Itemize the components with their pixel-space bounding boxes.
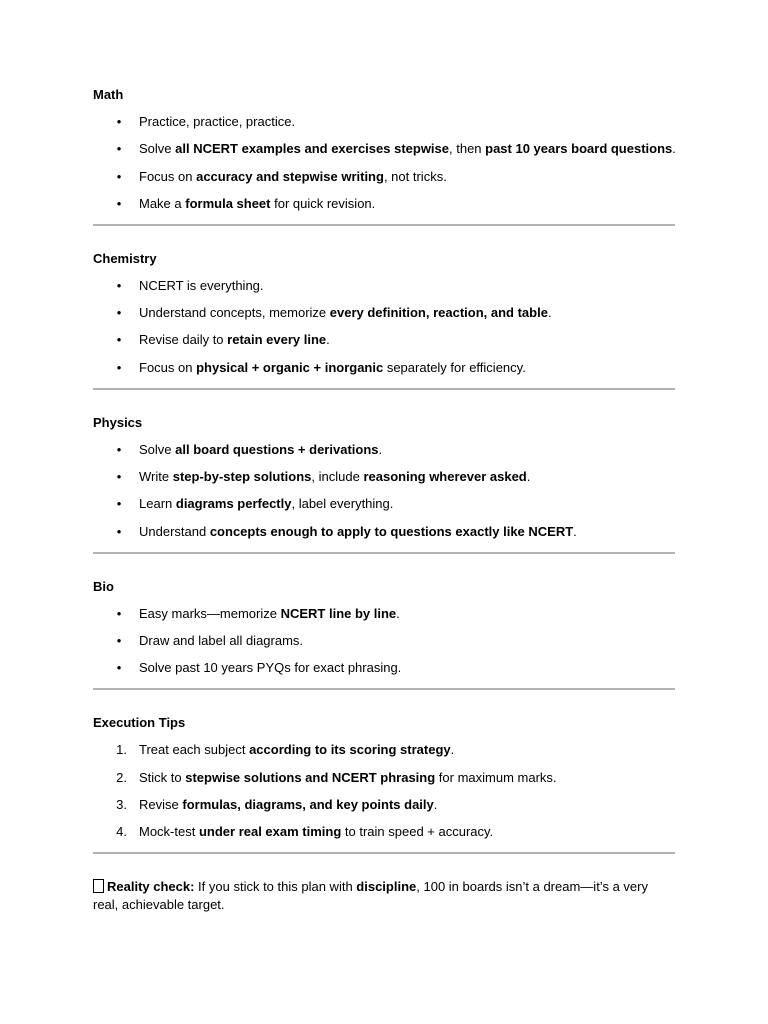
list-item: [93, 359, 675, 377]
text: Solve: [139, 441, 176, 457]
bullet-icon: •: [116, 277, 122, 293]
horizontal-divider: [93, 224, 675, 226]
bullet-icon: •: [116, 441, 122, 457]
list-number: 4.: [116, 824, 127, 840]
bold-text: accuracy and stepwise writing: [196, 168, 384, 184]
list-item: [93, 523, 675, 541]
list-item: [93, 468, 675, 486]
text: , 100 in boards isn’t a dream—it’s a very real, achievable target.: [93, 879, 648, 913]
list-item: [93, 113, 675, 131]
text: Stick to: [139, 769, 186, 785]
text: Solve: [139, 141, 176, 157]
bullet-icon: •: [116, 141, 122, 157]
text: , not tricks.: [383, 168, 447, 184]
bold-text: step-by-step solutions: [172, 469, 312, 485]
text: Learn: [139, 496, 176, 512]
text: If you stick to this plan with: [194, 879, 357, 895]
bold-text: stepwise solutions and NCERT phrasing: [185, 769, 436, 785]
text: Focus on: [139, 359, 197, 375]
section-title: Bio: [93, 578, 114, 594]
text: Revise daily to: [139, 332, 228, 348]
list-item: [93, 632, 675, 650]
text: .: [378, 441, 383, 457]
text: Understand: [139, 523, 210, 539]
list-item: [93, 331, 675, 349]
bullet-list: [93, 113, 675, 213]
section-chemistry: [93, 250, 675, 390]
bold-text: reasoning wherever asked: [363, 469, 527, 485]
horizontal-divider: [93, 388, 675, 390]
bullet-icon: •: [116, 632, 122, 648]
section-physics: [93, 414, 675, 554]
horizontal-divider: [93, 852, 675, 854]
bold-text: past 10 years board questions: [485, 141, 673, 157]
list-number: 1.: [116, 742, 127, 758]
text: Mock-test: [139, 824, 199, 840]
numbered-list: [93, 741, 675, 841]
text: Practice, practice, practice.: [139, 114, 296, 129]
bullet-icon: •: [116, 195, 122, 211]
reality-check-paragraph: [93, 878, 675, 914]
text: Solve past 10 years PYQs for exact phrasing.: [139, 660, 402, 676]
bullet-icon: •: [116, 660, 122, 676]
list-item: [93, 605, 675, 623]
bold-text: Reality check:: [107, 879, 195, 895]
list-item: [93, 769, 675, 787]
list-number: 2.: [116, 769, 127, 785]
bold-text: formula sheet: [185, 195, 271, 211]
list-number: 3.: [116, 796, 127, 812]
list-item: [93, 495, 675, 513]
text: , then: [449, 141, 486, 157]
bold-text: under real exam timing: [198, 824, 342, 840]
text: Write: [139, 469, 173, 485]
bullet-icon: •: [116, 523, 122, 539]
bold-text: formulas, diagrams, and key points daily: [182, 796, 434, 812]
text: to train speed + accuracy.: [341, 824, 494, 840]
horizontal-divider: [93, 688, 675, 690]
text: .: [326, 332, 330, 348]
list-item: [93, 823, 675, 841]
bullet-list: [93, 441, 675, 541]
text: Easy marks—memorize: [139, 605, 281, 621]
text: .: [396, 605, 400, 621]
bold-text: according to its scoring strategy: [249, 742, 451, 758]
text: Focus on: [139, 168, 197, 184]
bold-text: all board questions + derivations: [175, 441, 379, 457]
section-bio: [93, 578, 675, 691]
text: .: [573, 523, 577, 539]
list-item: [93, 741, 675, 759]
bullet-icon: •: [116, 114, 122, 129]
text: NCERT is everything.: [139, 277, 264, 293]
bullet-list: [93, 277, 675, 377]
bullet-icon: •: [116, 305, 122, 321]
section-title: Physics: [93, 414, 143, 430]
text: .: [547, 305, 552, 321]
list-item: [93, 140, 675, 158]
bold-text: physical + organic + inorganic: [196, 359, 384, 375]
text: .: [433, 796, 438, 812]
bold-text: retain every line: [227, 332, 327, 348]
document-body: [93, 86, 675, 914]
text: separately for efficiency.: [383, 359, 526, 375]
text: Draw and label all diagrams.: [139, 632, 304, 648]
horizontal-divider: [93, 552, 675, 554]
list-item: [93, 168, 675, 186]
bold-text: every definition, reaction, and table: [329, 305, 548, 321]
bullet-icon: •: [116, 332, 122, 348]
text: , include: [311, 469, 364, 485]
bold-text: all NCERT examples and exercises stepwise: [175, 141, 449, 157]
bold-text: NCERT line by line: [280, 605, 397, 621]
list-item: [93, 796, 675, 814]
text: Treat each subject: [139, 742, 250, 758]
bullet-icon: •: [116, 168, 122, 184]
text: .: [450, 742, 455, 758]
text: for maximum marks.: [435, 769, 557, 785]
bullet-icon: •: [116, 496, 122, 512]
list-item: [93, 195, 675, 213]
bullet-icon: •: [116, 469, 122, 485]
text: .: [526, 469, 531, 485]
text: Understand concepts, memorize: [139, 305, 330, 321]
bold-text: discipline: [356, 879, 417, 895]
text: for quick revision.: [270, 195, 376, 211]
section-math: [93, 86, 675, 226]
bullet-list: [93, 605, 675, 678]
section-execution-tips: [93, 714, 675, 854]
list-item: [93, 659, 675, 677]
section-title: Chemistry: [93, 250, 157, 266]
text: Make a: [139, 195, 186, 211]
missing-glyph-icon: [93, 879, 104, 893]
bullet-icon: •: [116, 359, 122, 375]
bullet-icon: •: [116, 605, 122, 621]
list-item: [93, 304, 675, 322]
section-title: Execution Tips: [93, 715, 186, 731]
text: Revise: [139, 796, 183, 812]
bold-text: diagrams perfectly: [175, 496, 292, 512]
text: , label everything.: [291, 496, 394, 512]
list-item: [93, 441, 675, 459]
section-title: Math: [93, 87, 124, 102]
list-item: [93, 277, 675, 295]
bold-text: concepts enough to apply to questions exactly like NCERT: [209, 523, 574, 539]
text: .: [672, 141, 676, 157]
